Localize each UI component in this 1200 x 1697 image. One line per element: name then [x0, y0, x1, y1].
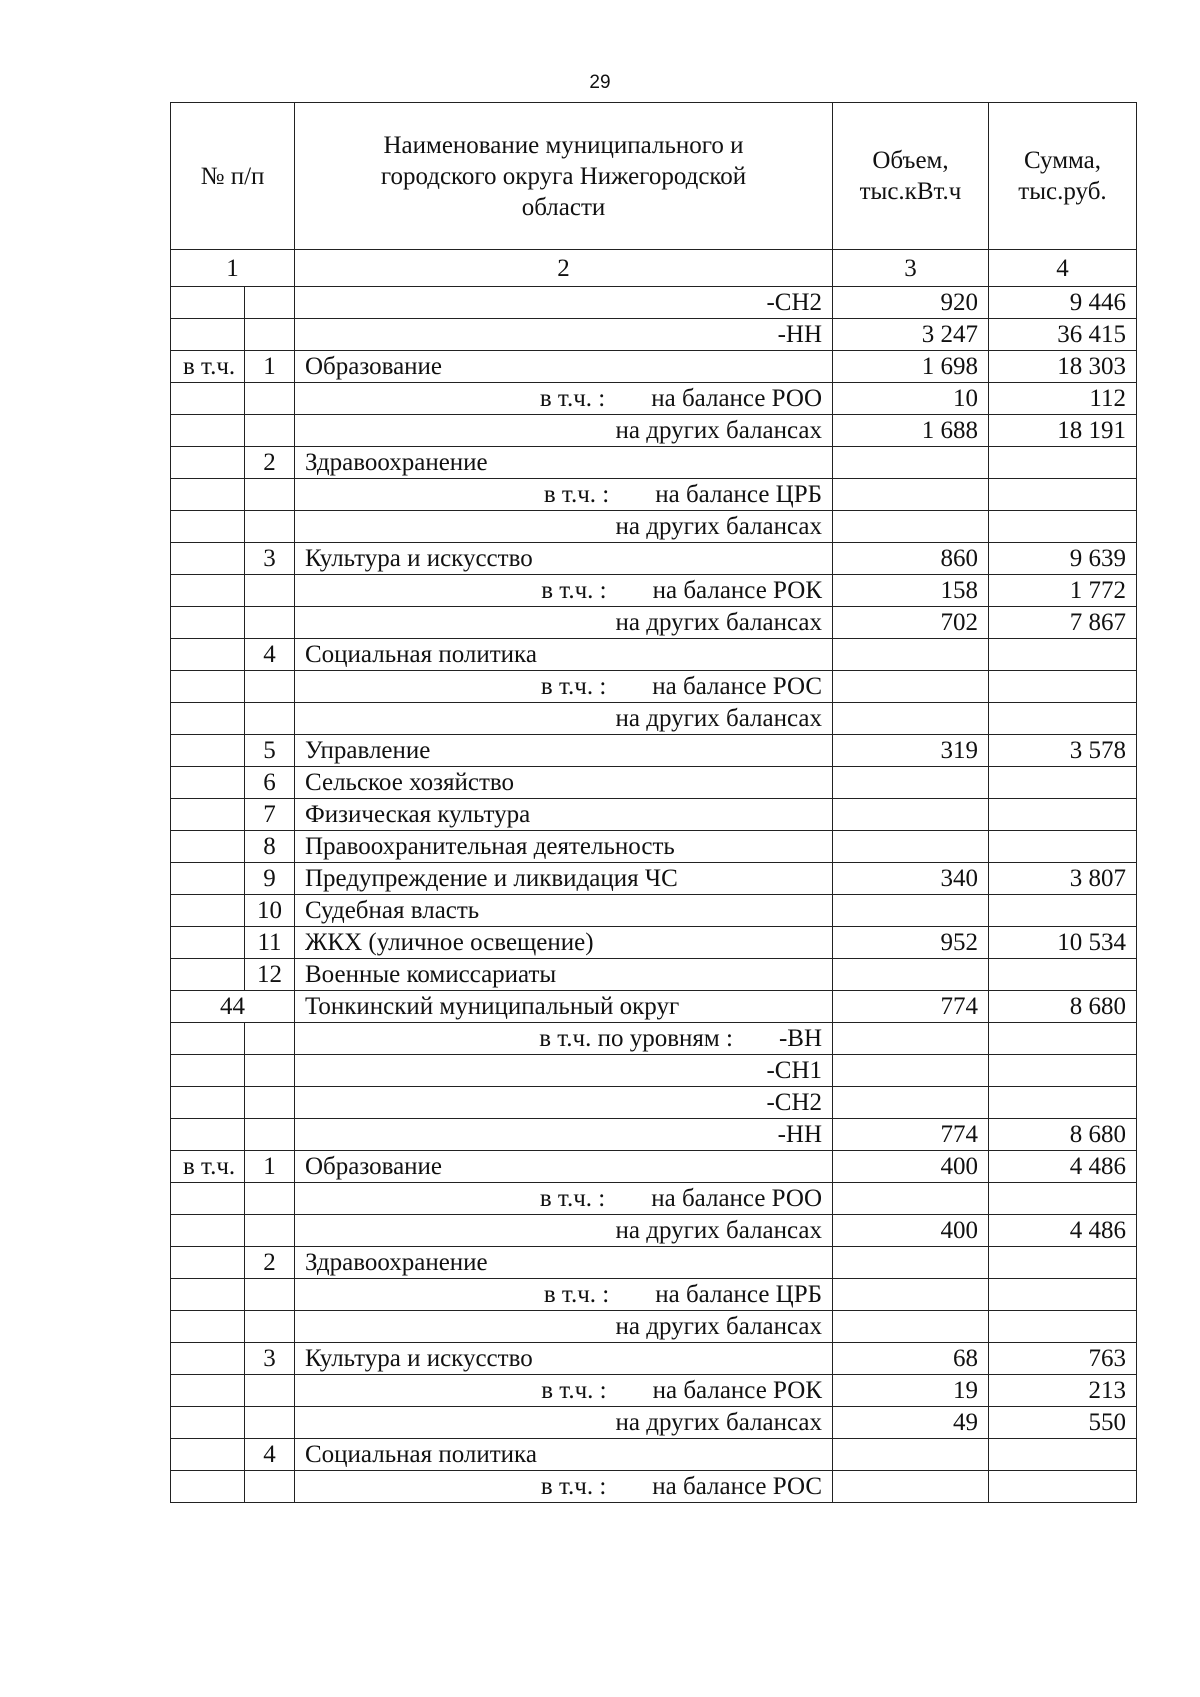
row-sum-cell: 8 680 — [989, 991, 1137, 1023]
row-sum-cell: 3 807 — [989, 863, 1137, 895]
row-name-cell: Военные комиссариаты — [295, 959, 833, 991]
row-prefix-cell — [171, 1279, 245, 1311]
row-prefix-cell — [171, 383, 245, 415]
row-subname: на других балансах — [615, 1408, 822, 1436]
row-name-cell: -СН2 — [295, 1087, 833, 1119]
row-index-cell — [245, 1311, 295, 1343]
row-index-cell: 5 — [245, 735, 295, 767]
row-index-cell — [245, 671, 295, 703]
table-row — [171, 383, 1137, 415]
table-row — [171, 735, 1137, 767]
row-prefix-cell — [171, 1055, 245, 1087]
row-prefix-cell — [171, 671, 245, 703]
table-header-row — [171, 103, 1137, 250]
row-volume-cell — [833, 447, 989, 479]
row-prefix-cell: в т.ч. — [171, 1151, 245, 1183]
row-name-cell: ЖКХ (уличное освещение) — [295, 927, 833, 959]
row-prefix-cell — [171, 1087, 245, 1119]
row-sum-cell — [989, 511, 1137, 543]
row-prefix-cell — [171, 1023, 245, 1055]
row-name-wrap — [295, 385, 832, 413]
row-name-wrap — [295, 577, 832, 605]
row-number-cell: 44 — [171, 991, 295, 1023]
row-index-cell: 4 — [245, 639, 295, 671]
row-index-cell — [245, 1119, 295, 1151]
row-sum-cell — [989, 959, 1137, 991]
row-sum-cell: 8 680 — [989, 1119, 1137, 1151]
row-name-cell — [295, 703, 833, 735]
row-index-cell — [245, 703, 295, 735]
row-name-cell — [295, 1279, 833, 1311]
row-name-wrap — [295, 673, 832, 701]
row-volume-cell: 340 — [833, 863, 989, 895]
row-name-cell: Предупреждение и ликвидация ЧС — [295, 863, 833, 895]
row-name-cell: -НН — [295, 1119, 833, 1151]
row-volume-cell — [833, 1055, 989, 1087]
row-prefix-cell — [171, 1407, 245, 1439]
column-number: 4 — [989, 250, 1137, 287]
row-name-cell: Судебная власть — [295, 895, 833, 927]
table-row — [171, 1279, 1137, 1311]
row-volume-cell — [833, 831, 989, 863]
row-sum-cell: 7 867 — [989, 607, 1137, 639]
row-sum-cell: 4 486 — [989, 1151, 1137, 1183]
row-sum-cell: 3 578 — [989, 735, 1137, 767]
row-subname: на балансе РОО — [651, 1184, 822, 1212]
row-subname: на балансе РОС — [652, 672, 822, 700]
row-sum-cell — [989, 1279, 1137, 1311]
row-prefix-cell — [171, 831, 245, 863]
row-prefix-cell — [171, 415, 245, 447]
row-name-cell: -СН1 — [295, 1055, 833, 1087]
row-prefix-cell — [171, 1183, 245, 1215]
row-subname: на других балансах — [615, 512, 822, 540]
table-row — [171, 1055, 1137, 1087]
row-prefix-cell — [171, 1119, 245, 1151]
row-name-cell — [295, 511, 833, 543]
row-sum-cell — [989, 1471, 1137, 1503]
row-volume-cell: 952 — [833, 927, 989, 959]
row-sum-cell — [989, 479, 1137, 511]
row-volume-cell — [833, 511, 989, 543]
table-row — [171, 639, 1137, 671]
row-sum-cell: 4 486 — [989, 1215, 1137, 1247]
row-subname: на других балансах — [615, 1312, 822, 1340]
row-sum-cell — [989, 1087, 1137, 1119]
row-sum-cell: 9 639 — [989, 543, 1137, 575]
row-prefix-cell — [171, 959, 245, 991]
row-name-cell: Образование — [295, 1151, 833, 1183]
table-row — [171, 543, 1137, 575]
table-row — [171, 1407, 1137, 1439]
row-volume-cell — [833, 1247, 989, 1279]
row-name-cell — [295, 1311, 833, 1343]
row-index-cell — [245, 1375, 295, 1407]
row-volume-cell: 920 — [833, 287, 989, 319]
row-name-wrap — [295, 609, 832, 637]
row-index-cell: 2 — [245, 447, 295, 479]
row-volume-cell: 774 — [833, 991, 989, 1023]
row-name-cell — [295, 1183, 833, 1215]
row-name-cell: Физическая культура — [295, 799, 833, 831]
row-prefix-cell — [171, 1247, 245, 1279]
row-sum-cell: 763 — [989, 1343, 1137, 1375]
table-row — [171, 1471, 1137, 1503]
table-row — [171, 671, 1137, 703]
row-index-cell — [245, 1183, 295, 1215]
table-body — [171, 287, 1137, 1503]
row-index-cell — [245, 1023, 295, 1055]
row-name-cell — [295, 607, 833, 639]
column-number: 3 — [833, 250, 989, 287]
row-subname: на других балансах — [615, 1216, 822, 1244]
row-index-cell — [245, 287, 295, 319]
row-sum-cell — [989, 1247, 1137, 1279]
row-name-cell: Управление — [295, 735, 833, 767]
row-index-cell: 2 — [245, 1247, 295, 1279]
row-name-wrap — [295, 1185, 832, 1213]
row-volume-cell: 49 — [833, 1407, 989, 1439]
row-prefix-cell — [171, 1311, 245, 1343]
header-name: Наименование муниципального и городского округа Нижегородской области — [295, 103, 833, 250]
row-name-cell: Сельское хозяйство — [295, 767, 833, 799]
row-prefix-cell — [171, 1215, 245, 1247]
row-name-cell: Социальная политика — [295, 1439, 833, 1471]
row-name-wrap — [295, 1025, 832, 1053]
row-index-cell: 11 — [245, 927, 295, 959]
row-name-cell — [295, 1471, 833, 1503]
row-index-cell — [245, 1279, 295, 1311]
row-index-cell: 6 — [245, 767, 295, 799]
column-number: 1 — [171, 250, 295, 287]
row-prefix-cell — [171, 511, 245, 543]
row-sum-cell: 550 — [989, 1407, 1137, 1439]
row-index-cell: 10 — [245, 895, 295, 927]
row-volume-cell — [833, 959, 989, 991]
row-volume-cell: 1 688 — [833, 415, 989, 447]
row-name-cell — [295, 415, 833, 447]
row-sum-cell: 213 — [989, 1375, 1137, 1407]
row-prefix-cell — [171, 479, 245, 511]
table-row — [171, 287, 1137, 319]
table-row — [171, 415, 1137, 447]
row-sum-cell: 18 191 — [989, 415, 1137, 447]
row-volume-cell: 400 — [833, 1215, 989, 1247]
row-index-cell: 3 — [245, 543, 295, 575]
row-sum-cell — [989, 1023, 1137, 1055]
row-prefix-cell — [171, 927, 245, 959]
row-subprefix: в т.ч. : — [540, 1472, 607, 1500]
row-volume-cell: 19 — [833, 1375, 989, 1407]
header-volume: Объем, тыс.кВт.ч — [833, 103, 989, 250]
row-volume-cell — [833, 1087, 989, 1119]
row-subname: -ВН — [778, 1024, 822, 1052]
row-index-cell — [245, 575, 295, 607]
row-subname: на других балансах — [615, 608, 822, 636]
row-volume-cell: 68 — [833, 1343, 989, 1375]
row-index-cell — [245, 511, 295, 543]
row-volume-cell: 400 — [833, 1151, 989, 1183]
row-subprefix: в т.ч. : — [539, 384, 606, 412]
table-row — [171, 479, 1137, 511]
row-subprefix: в т.ч. : — [543, 480, 610, 508]
table-row — [171, 767, 1137, 799]
table-row — [171, 1343, 1137, 1375]
row-name-cell — [295, 1407, 833, 1439]
row-sum-cell — [989, 703, 1137, 735]
header-number: № п/п — [171, 103, 295, 250]
row-prefix-cell — [171, 607, 245, 639]
row-sum-cell — [989, 767, 1137, 799]
row-sum-cell: 36 415 — [989, 319, 1137, 351]
row-sum-cell — [989, 671, 1137, 703]
column-number: 2 — [295, 250, 833, 287]
table-row — [171, 1215, 1137, 1247]
row-subname: на балансе ЦРБ — [655, 480, 822, 508]
row-prefix-cell — [171, 1375, 245, 1407]
row-prefix-cell — [171, 639, 245, 671]
row-index-cell: 9 — [245, 863, 295, 895]
table-row — [171, 1183, 1137, 1215]
row-name-cell — [295, 671, 833, 703]
row-name-cell: -СН2 — [295, 287, 833, 319]
row-subprefix: в т.ч. : — [541, 576, 607, 604]
row-prefix-cell: в т.ч. — [171, 351, 245, 383]
row-sum-cell — [989, 1311, 1137, 1343]
row-subprefix: в т.ч. : — [540, 672, 607, 700]
table-row — [171, 319, 1137, 351]
row-index-cell: 3 — [245, 1343, 295, 1375]
row-sum-cell: 10 534 — [989, 927, 1137, 959]
row-volume-cell — [833, 479, 989, 511]
row-name-wrap — [295, 513, 832, 541]
row-subname: на балансе ЦРБ — [655, 1280, 822, 1308]
header-sum: Сумма, тыс.руб. — [989, 103, 1137, 250]
row-index-cell: 8 — [245, 831, 295, 863]
column-number-row — [171, 250, 1137, 287]
table-row — [171, 1119, 1137, 1151]
row-volume-cell — [833, 671, 989, 703]
row-volume-cell — [833, 1183, 989, 1215]
table-row — [171, 1439, 1137, 1471]
row-index-cell — [245, 415, 295, 447]
row-prefix-cell — [171, 1439, 245, 1471]
row-subprefix: в т.ч. : — [539, 1184, 606, 1212]
row-index-cell — [245, 1471, 295, 1503]
table-row — [171, 1151, 1137, 1183]
row-subprefix: в т.ч. по уровням : — [539, 1024, 733, 1052]
row-name-cell — [295, 383, 833, 415]
row-name-cell: Здравоохранение — [295, 447, 833, 479]
row-name-wrap — [295, 417, 832, 445]
row-prefix-cell — [171, 735, 245, 767]
row-prefix-cell — [171, 703, 245, 735]
row-index-cell: 12 — [245, 959, 295, 991]
row-subname: на балансе РОО — [651, 384, 822, 412]
row-index-cell: 7 — [245, 799, 295, 831]
row-sum-cell — [989, 799, 1137, 831]
row-sum-cell — [989, 1055, 1137, 1087]
row-prefix-cell — [171, 1343, 245, 1375]
row-sum-cell: 9 446 — [989, 287, 1137, 319]
table-row — [171, 607, 1137, 639]
row-volume-cell — [833, 799, 989, 831]
row-sum-cell — [989, 1183, 1137, 1215]
row-prefix-cell — [171, 447, 245, 479]
row-index-cell: 4 — [245, 1439, 295, 1471]
table-row — [171, 863, 1137, 895]
row-name-wrap — [295, 1313, 832, 1341]
row-index-cell — [245, 607, 295, 639]
table-row — [171, 927, 1137, 959]
row-index-cell — [245, 1215, 295, 1247]
row-prefix-cell — [171, 799, 245, 831]
table-row — [171, 959, 1137, 991]
table-row — [171, 1023, 1137, 1055]
row-volume-cell — [833, 1023, 989, 1055]
table-row — [171, 703, 1137, 735]
row-prefix-cell — [171, 767, 245, 799]
row-index-cell: 1 — [245, 1151, 295, 1183]
table-row — [171, 1311, 1137, 1343]
table-row — [171, 1247, 1137, 1279]
row-sum-cell — [989, 831, 1137, 863]
row-subprefix: в т.ч. : — [543, 1280, 610, 1308]
table-row — [171, 895, 1137, 927]
row-name-cell — [295, 575, 833, 607]
row-name-cell — [295, 1375, 833, 1407]
row-name-cell: Культура и искусство — [295, 543, 833, 575]
row-name-cell: Образование — [295, 351, 833, 383]
row-subname: на других балансах — [615, 704, 822, 732]
row-prefix-cell — [171, 319, 245, 351]
row-prefix-cell — [171, 287, 245, 319]
row-name-wrap — [295, 1281, 832, 1309]
row-subprefix: в т.ч. : — [541, 1376, 607, 1404]
row-volume-cell: 1 698 — [833, 351, 989, 383]
row-volume-cell — [833, 767, 989, 799]
row-index-cell: 1 — [245, 351, 295, 383]
table-row — [171, 447, 1137, 479]
row-subname: на балансе РОС — [652, 1472, 822, 1500]
table-row — [171, 1087, 1137, 1119]
row-volume-cell — [833, 895, 989, 927]
row-sum-cell — [989, 639, 1137, 671]
consumption-table — [170, 102, 1137, 1503]
row-volume-cell — [833, 703, 989, 735]
row-name-wrap — [295, 1217, 832, 1245]
row-name-cell: -НН — [295, 319, 833, 351]
row-prefix-cell — [171, 1471, 245, 1503]
row-volume-cell: 860 — [833, 543, 989, 575]
row-volume-cell — [833, 1311, 989, 1343]
row-name-wrap — [295, 705, 832, 733]
table-row — [171, 351, 1137, 383]
row-name-wrap — [295, 1473, 832, 1501]
row-sum-cell — [989, 447, 1137, 479]
table-row — [171, 831, 1137, 863]
row-volume-cell — [833, 1279, 989, 1311]
row-volume-cell: 10 — [833, 383, 989, 415]
row-index-cell — [245, 383, 295, 415]
row-subname: на балансе РОК — [652, 576, 822, 604]
row-volume-cell: 319 — [833, 735, 989, 767]
row-name-cell — [295, 1215, 833, 1247]
row-name-wrap — [295, 1409, 832, 1437]
row-subname: на других балансах — [615, 416, 822, 444]
row-index-cell — [245, 1087, 295, 1119]
row-index-cell — [245, 479, 295, 511]
row-name-wrap — [295, 1377, 832, 1405]
row-name-wrap — [295, 481, 832, 509]
row-name-cell: Правоохранительная деятельность — [295, 831, 833, 863]
row-volume-cell: 702 — [833, 607, 989, 639]
page-number: 29 — [589, 72, 611, 93]
row-volume-cell — [833, 1439, 989, 1471]
row-name-cell: Здравоохранение — [295, 1247, 833, 1279]
row-prefix-cell — [171, 863, 245, 895]
table-row — [171, 799, 1137, 831]
row-subname: на балансе РОК — [652, 1376, 822, 1404]
row-prefix-cell — [171, 895, 245, 927]
row-name-cell: Культура и искусство — [295, 1343, 833, 1375]
table-row — [171, 991, 1137, 1023]
row-volume-cell — [833, 639, 989, 671]
row-sum-cell — [989, 1439, 1137, 1471]
table-row — [171, 575, 1137, 607]
row-name-cell — [295, 479, 833, 511]
row-volume-cell — [833, 1471, 989, 1503]
row-prefix-cell — [171, 543, 245, 575]
row-name-cell — [295, 1023, 833, 1055]
row-sum-cell: 18 303 — [989, 351, 1137, 383]
row-sum-cell — [989, 895, 1137, 927]
row-prefix-cell — [171, 575, 245, 607]
row-sum-cell: 1 772 — [989, 575, 1137, 607]
table-row — [171, 511, 1137, 543]
row-sum-cell: 112 — [989, 383, 1137, 415]
row-index-cell — [245, 1055, 295, 1087]
row-volume-cell: 774 — [833, 1119, 989, 1151]
row-index-cell — [245, 1407, 295, 1439]
row-name-cell: Тонкинский муниципальный округ — [295, 991, 833, 1023]
row-volume-cell: 158 — [833, 575, 989, 607]
row-index-cell — [245, 319, 295, 351]
table-row — [171, 1375, 1137, 1407]
row-volume-cell: 3 247 — [833, 319, 989, 351]
row-name-cell: Социальная политика — [295, 639, 833, 671]
